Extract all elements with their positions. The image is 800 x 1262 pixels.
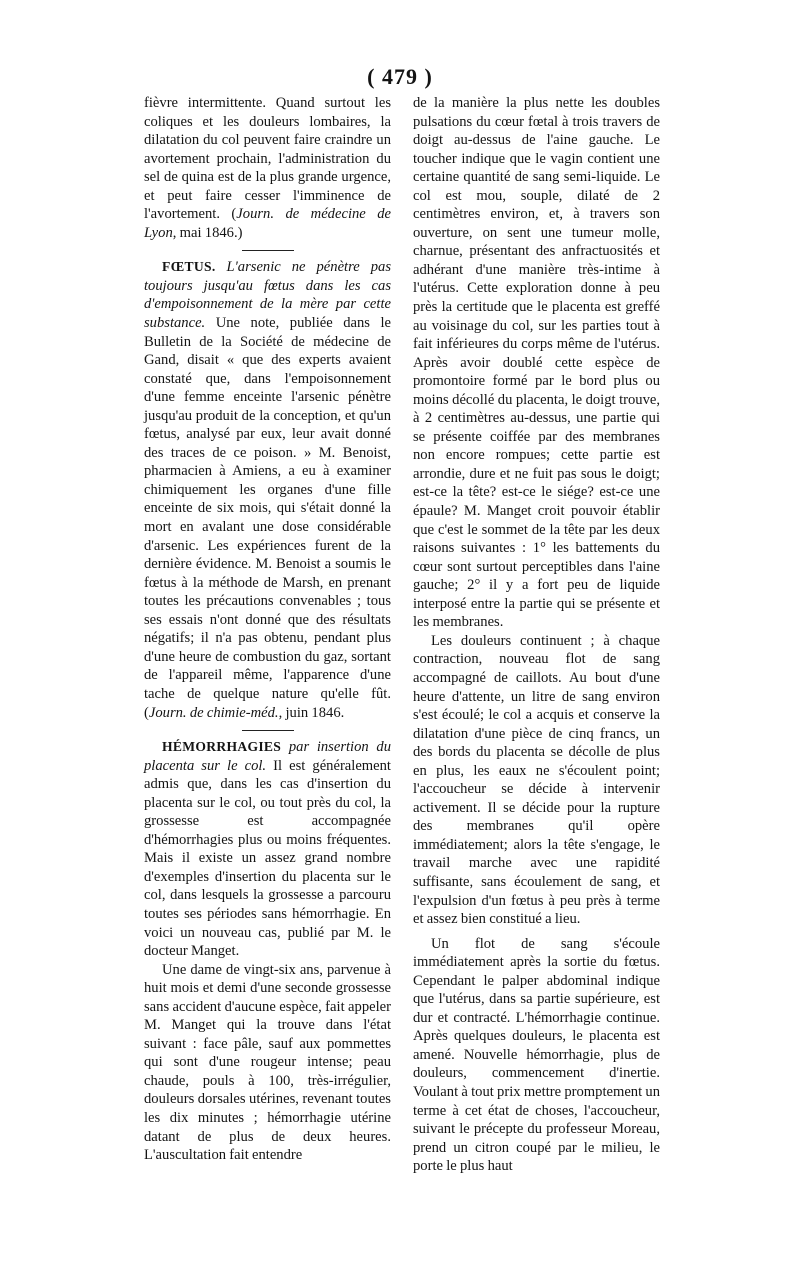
fever-citation-end: , mai 1846.) — [172, 224, 243, 241]
delivery-paragraph: Un flot de sang s'écoule immédiatement après la sortie du fœtus. Cependant le palper abdominal indique que l'utérus, dans sa partie supérieure, est dur et contracté. L'hémorrhagie continue. Après quelques douleurs, le placenta est amené. Nouvelle hémorrhagie, plus de douleurs, commencement d'inertie. Voulant à tout prix mettre promptement un terme à cet état de choses, l'accoucheur, suivant le précepte du professeur Moreau, prend un citron coupé par le milieu, le porte le plus haut — [413, 935, 660, 1175]
contractions-paragraph: Les douleurs continuent ; à chaque contraction, nouveau flot de sang accompagné de caillots. Au bout d'une heure d'attente, un litre de sang environ s'est écoulé; le col a acquis et conserve la dilatation d'une pièce de cinq francs, un des bords du placenta se décolle de plus en plus, les eaux ne s'écoulent point; l'accoucheur se décide à intervenir activement. Il se décide pour la rupture des membranes qu'il opère immédiatement; alors la tête s'engage, le travail marche avec une rapidité suffisante, sans écoulement de sang, et l'expulsion d'un fœtus à peu près à terme et assez bien constitué a lieu. — [413, 632, 660, 928]
foetus-title: L'arsenic ne pénètre pas toujours jusqu'au fœtus dans les cas d'empoisonnement de la mère par cette substance. — [144, 259, 391, 332]
fever-text: fièvre intermittente. Quand surtout les coliques et les douleurs lombaires, la dilatation du col peuvent faire craindre un avortement prochain, l'administration du sel de quina est de la plus grande urgence, et peut faire cesser l'imminence de l'avortement. ( — [144, 95, 391, 223]
page-number: ( 479 ) — [367, 64, 433, 89]
case-paragraph: Une dame de vingt-six ans, parvenue à huit mois et demi d'une seconde grossesse sans accident d'aucune espèce, fait appeler M. Manget qui la trouve dans l'état suivant : face pâle, sauf aux pommettes qui sont d'une rougeur intense; peau chaude, pouls à 100, très-irrégulier, douleurs dorsales utérines, revenant toutes les dix minutes ; hémorrhagie utérine datant de plus de deux heures. L'auscultation fait entendre — [144, 961, 391, 1164]
hemorrhage-article — [144, 738, 391, 961]
foetus-citation-end: , juin 1846. — [278, 704, 345, 721]
hemorrhage-title: par insertion du placenta sur le col. — [144, 739, 391, 774]
fever-paragraph — [144, 94, 391, 242]
section-divider — [242, 250, 294, 251]
hemorrhage-heading: HÉMORRHAGIES — [162, 739, 282, 755]
section-divider — [242, 730, 294, 731]
right-column — [413, 94, 660, 1176]
foetus-article — [144, 258, 391, 722]
auscultation-paragraph: de la manière la plus nette les doubles pulsations du cœur fœtal à trois travers de doigt au-dessus de l'aine gauche. Le toucher indique que le vagin contient une certaine quantité de sang semi-liquide. Le col est mou, souple, dilaté de 2 centimètres environ, et, à travers son ouverture, on sent une tumeur molle, charnue, présentant des anfractuosités et adhérant d'une manière très-intime à l'utérus. Cette exploration donne à peu près la certitude que le placenta est greffé au voisinage du col, sur les parties tout à fait inférieures du corps même de l'utérus. Après avoir doublé cette espèce de promontoire formé par le bord plus ou moins décollé du placenta, le doigt trouve, à 2 centimètres au-dessus, une partie qui se présente coiffée par des membranes non encore rompues; cette partie est arrondie, dure et ne fuit pas sous le doigt; est-ce la tête? est-ce le siége? est-ce une épaule? M. Manget croit pouvoir établir que c'est le sommet de la tête par les deux raisons suivantes : 1° les battements du cœur sont surtout perceptibles dans l'aine gauche; 2° il y a fort peu de liquide interposé entre la partie qui se présente et les membranes. — [413, 95, 660, 631]
left-column — [144, 94, 391, 1165]
foetus-heading: FŒTUS. — [162, 259, 216, 275]
foetus-body: Une note, publiée dans le Bulletin de la Société de médecine de Gand, disait « que des experts avaient constaté que, dans l'empoisonnement d'une femme enceinte l'arsenic pénètre jusqu'au produit de la conception, et qu'un fœtus, analysé par eux, leur avait donné des traces de ce poison. » M. Benoist, pharmacien à Amiens, a eu à examiner chimiquement les organes d'une fille enceinte de six mois, qui s'était donné la mort en avalant une dose considérable d'arsenic. Les expériences furent de la dernière évidence. M. Benoist a soumis le fœtus à la méthode de Marsh, en prenant toutes les précautions convenables ; tous ses essais n'ont donné que des résultats négatifs; il n'a pas obtenu, pendant plus d'une heure de combustion du gaz, sortant de l'appareil même, l'apparence d'une tache de quelque nature qu'elle fût. ( — [144, 315, 391, 721]
foetus-citation: Journ. de chimie-méd. — [148, 704, 279, 721]
fever-citation: Journ. de médecine de Lyon — [144, 206, 391, 241]
hemorrhage-body: Il est généralement admis que, dans les cas d'insertion du placenta sur le col, ou tout près du col, la grossesse est accompagnée d'hémorrhagies plus ou moins fréquentes. Mais il existe un assez grand nombre d'exemples d'insertion du placenta sur le col, dans lesquels la grossesse a parcouru toutes ses périodes sans hémorrhagie. En voici un nouveau cas, publié par M. le docteur Manget. — [144, 757, 391, 960]
